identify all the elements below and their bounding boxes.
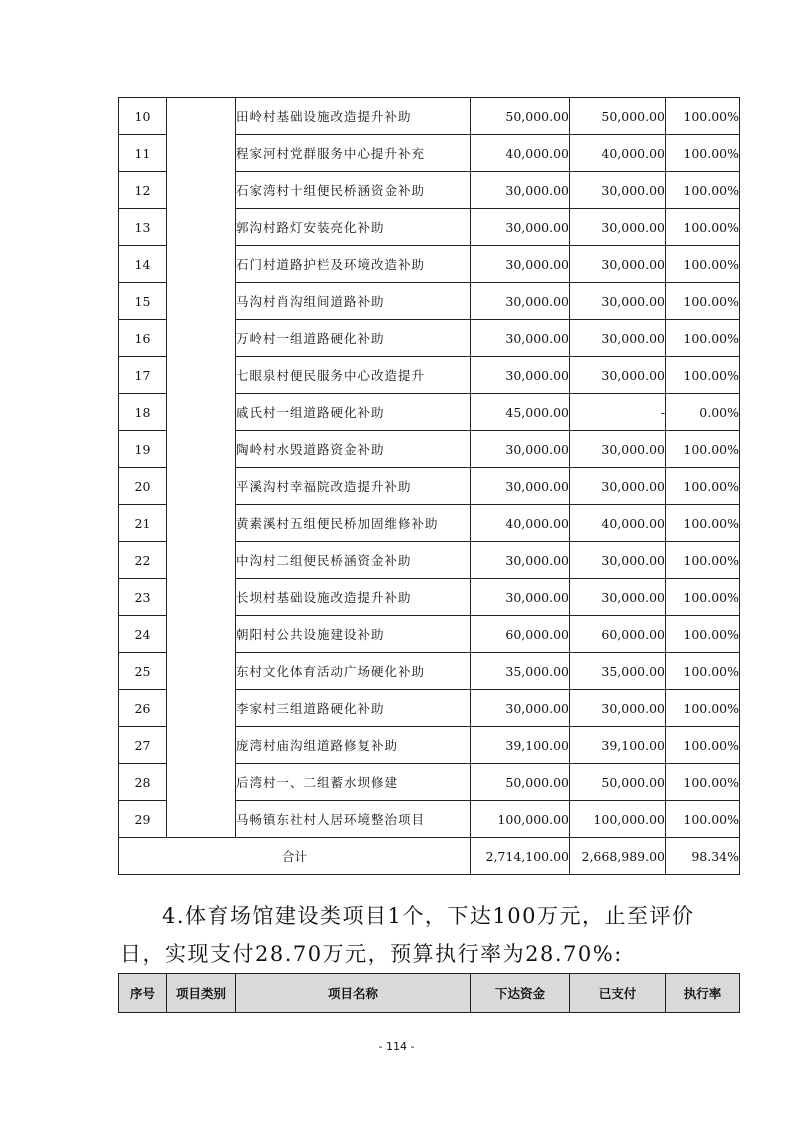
paid-amount: 30,000.00 xyxy=(570,579,666,616)
project-name: 李家村三组道路硬化补助 xyxy=(236,690,471,727)
project-name: 石家湾村十组便民桥涵资金补助 xyxy=(236,172,471,209)
paid-amount: 39,100.00 xyxy=(570,727,666,764)
allocated-amount: 45,000.00 xyxy=(471,394,570,431)
execution-rate: 100.00% xyxy=(666,135,740,172)
execution-rate: 100.00% xyxy=(666,690,740,727)
paid-amount: 30,000.00 xyxy=(570,283,666,320)
row-number: 28 xyxy=(119,764,167,801)
project-name: 石门村道路护栏及环境改造补助 xyxy=(236,246,471,283)
execution-rate: 100.00% xyxy=(666,505,740,542)
execution-rate: 0.00% xyxy=(666,394,740,431)
row-number: 15 xyxy=(119,283,167,320)
row-number: 23 xyxy=(119,579,167,616)
section-paragraph-line-1: 4.体育场馆建设类项目1个，下达100万元，止至评价 xyxy=(162,904,695,928)
row-number: 19 xyxy=(119,431,167,468)
category-cell xyxy=(167,98,236,838)
header-seq: 序号 xyxy=(119,974,167,1013)
row-number: 20 xyxy=(119,468,167,505)
header-project-name: 项目名称 xyxy=(236,974,471,1013)
row-number: 12 xyxy=(119,172,167,209)
paid-amount: 35,000.00 xyxy=(570,653,666,690)
allocated-amount: 30,000.00 xyxy=(471,579,570,616)
row-number: 29 xyxy=(119,801,167,838)
execution-rate: 100.00% xyxy=(666,653,740,690)
execution-rate: 100.00% xyxy=(666,579,740,616)
project-name: 七眼泉村便民服务中心改造提升 xyxy=(236,357,471,394)
project-name: 平溪沟村幸福院改造提升补助 xyxy=(236,468,471,505)
execution-rate: 100.00% xyxy=(666,357,740,394)
execution-rate: 100.00% xyxy=(666,542,740,579)
project-name: 戚氏村一组道路硬化补助 xyxy=(236,394,471,431)
paid-amount: 30,000.00 xyxy=(570,431,666,468)
row-number: 11 xyxy=(119,135,167,172)
allocated-amount: 35,000.00 xyxy=(471,653,570,690)
project-name: 万岭村一组道路硬化补助 xyxy=(236,320,471,357)
total-label: 合计 xyxy=(119,838,471,875)
allocated-amount: 30,000.00 xyxy=(471,283,570,320)
total-rate: 98.34% xyxy=(666,838,740,875)
paid-amount: - xyxy=(570,394,666,431)
allocated-amount: 30,000.00 xyxy=(471,542,570,579)
section-paragraph-line-2: 日，实现支付28.70万元，预算执行率为28.70%: xyxy=(120,942,623,966)
row-number: 13 xyxy=(119,209,167,246)
paid-amount: 40,000.00 xyxy=(570,135,666,172)
paid-amount: 30,000.00 xyxy=(570,690,666,727)
page-number: - 114 - xyxy=(378,1040,415,1053)
row-number: 16 xyxy=(119,320,167,357)
allocated-amount: 30,000.00 xyxy=(471,209,570,246)
project-name: 朝阳村公共设施建设补助 xyxy=(236,616,471,653)
project-name: 东村文化体育活动广场硬化补助 xyxy=(236,653,471,690)
sports-venue-table-header xyxy=(118,973,740,1013)
project-name: 陶岭村水毁道路资金补助 xyxy=(236,431,471,468)
execution-rate: 100.00% xyxy=(666,727,740,764)
project-name: 黄素溪村五组便民桥加固维修补助 xyxy=(236,505,471,542)
allocated-amount: 60,000.00 xyxy=(471,616,570,653)
project-funding-table-body xyxy=(119,98,740,875)
project-funding-table xyxy=(118,97,740,875)
execution-rate: 100.00% xyxy=(666,209,740,246)
project-name: 长坝村基础设施改造提升补助 xyxy=(236,579,471,616)
total-allocated: 2,714,100.00 xyxy=(471,838,570,875)
paid-amount: 100,000.00 xyxy=(570,801,666,838)
paid-amount: 40,000.00 xyxy=(570,505,666,542)
allocated-amount: 30,000.00 xyxy=(471,172,570,209)
row-number: 24 xyxy=(119,616,167,653)
allocated-amount: 30,000.00 xyxy=(471,431,570,468)
row-number: 27 xyxy=(119,727,167,764)
allocated-amount: 30,000.00 xyxy=(471,690,570,727)
total-row xyxy=(119,838,740,875)
execution-rate: 100.00% xyxy=(666,616,740,653)
allocated-amount: 30,000.00 xyxy=(471,357,570,394)
paid-amount: 30,000.00 xyxy=(570,542,666,579)
allocated-amount: 40,000.00 xyxy=(471,505,570,542)
execution-rate: 100.00% xyxy=(666,98,740,135)
row-number: 17 xyxy=(119,357,167,394)
project-name: 庞湾村庙沟组道路修复补助 xyxy=(236,727,471,764)
table-header-row xyxy=(119,974,740,1013)
project-name: 后湾村一、二组蓄水坝修建 xyxy=(236,764,471,801)
row-number: 10 xyxy=(119,98,167,135)
execution-rate: 100.00% xyxy=(666,172,740,209)
paid-amount: 30,000.00 xyxy=(570,468,666,505)
header-allocated-funds: 下达资金 xyxy=(471,974,570,1013)
paid-amount: 30,000.00 xyxy=(570,209,666,246)
execution-rate: 100.00% xyxy=(666,431,740,468)
paid-amount: 30,000.00 xyxy=(570,357,666,394)
allocated-amount: 50,000.00 xyxy=(471,98,570,135)
header-paid: 已支付 xyxy=(570,974,666,1013)
row-number: 21 xyxy=(119,505,167,542)
allocated-amount: 30,000.00 xyxy=(471,468,570,505)
allocated-amount: 30,000.00 xyxy=(471,246,570,283)
execution-rate: 100.00% xyxy=(666,283,740,320)
paid-amount: 50,000.00 xyxy=(570,98,666,135)
project-name: 郭沟村路灯安装亮化补助 xyxy=(236,209,471,246)
header-execution-rate: 执行率 xyxy=(666,974,740,1013)
paid-amount: 30,000.00 xyxy=(570,172,666,209)
row-number: 18 xyxy=(119,394,167,431)
project-name: 田岭村基础设施改造提升补助 xyxy=(236,98,471,135)
paid-amount: 60,000.00 xyxy=(570,616,666,653)
paid-amount: 30,000.00 xyxy=(570,246,666,283)
allocated-amount: 50,000.00 xyxy=(471,764,570,801)
header-category: 项目类别 xyxy=(167,974,236,1013)
paid-amount: 50,000.00 xyxy=(570,764,666,801)
allocated-amount: 30,000.00 xyxy=(471,320,570,357)
project-name: 程家河村党群服务中心提升补充 xyxy=(236,135,471,172)
table-row xyxy=(119,98,740,135)
execution-rate: 100.00% xyxy=(666,246,740,283)
allocated-amount: 39,100.00 xyxy=(471,727,570,764)
row-number: 14 xyxy=(119,246,167,283)
execution-rate: 100.00% xyxy=(666,468,740,505)
allocated-amount: 40,000.00 xyxy=(471,135,570,172)
row-number: 26 xyxy=(119,690,167,727)
execution-rate: 100.00% xyxy=(666,320,740,357)
project-name: 中沟村二组便民桥涵资金补助 xyxy=(236,542,471,579)
project-name: 马沟村肖沟组间道路补助 xyxy=(236,283,471,320)
row-number: 22 xyxy=(119,542,167,579)
execution-rate: 100.00% xyxy=(666,764,740,801)
total-paid: 2,668,989.00 xyxy=(570,838,666,875)
row-number: 25 xyxy=(119,653,167,690)
execution-rate: 100.00% xyxy=(666,801,740,838)
project-name: 马畅镇东社村人居环境整治项目 xyxy=(236,801,471,838)
paid-amount: 30,000.00 xyxy=(570,320,666,357)
allocated-amount: 100,000.00 xyxy=(471,801,570,838)
